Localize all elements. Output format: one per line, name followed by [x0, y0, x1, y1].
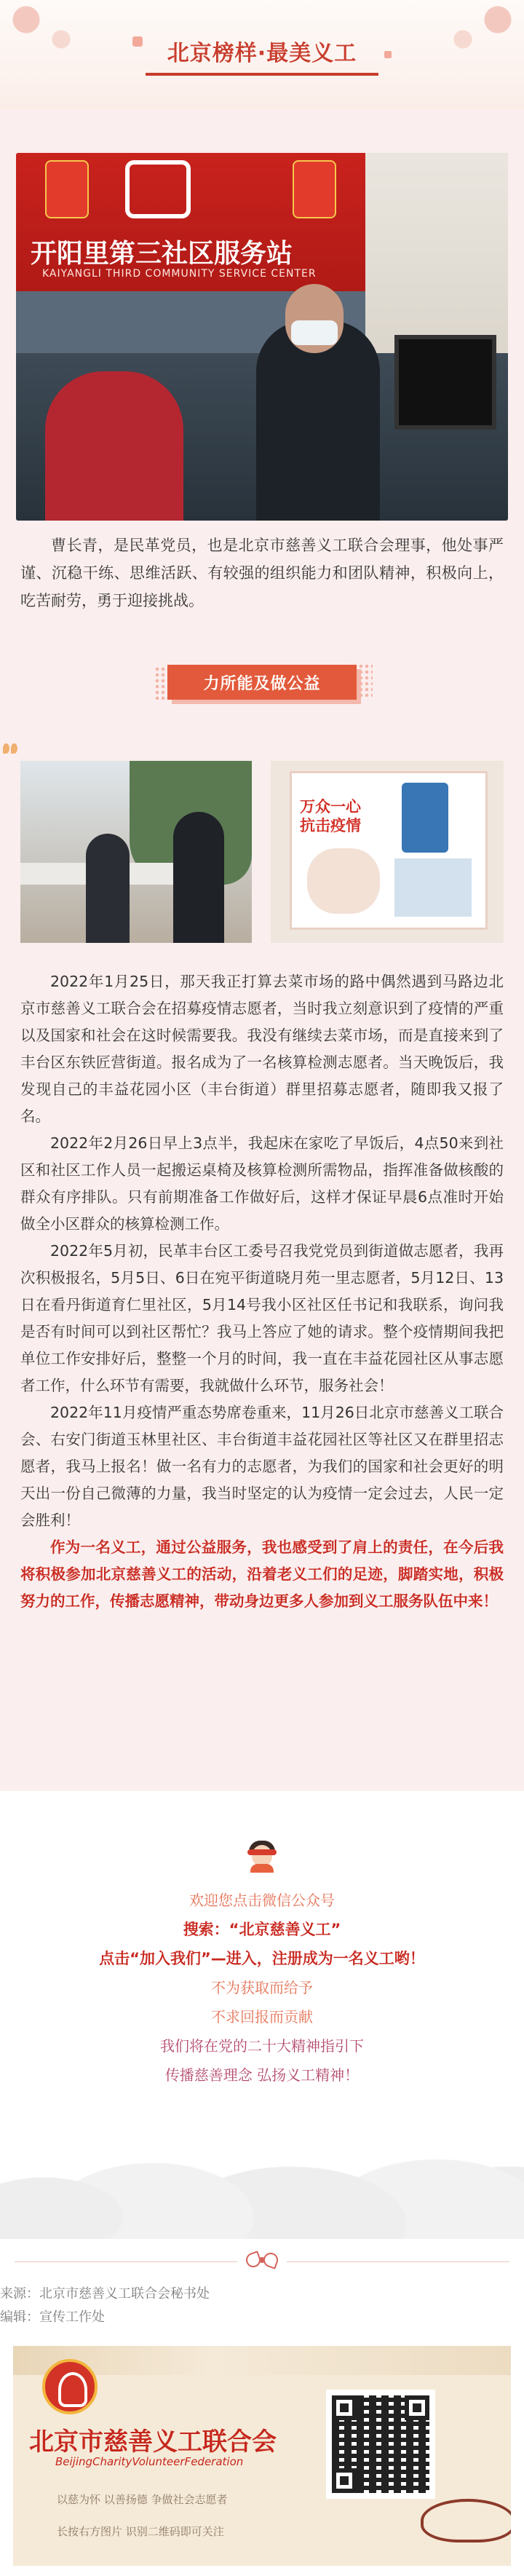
credits [0, 2283, 210, 2329]
station-logo-icon [125, 160, 191, 218]
photo-person [45, 371, 183, 521]
photo-mask [291, 320, 338, 345]
flower-decoration-icon [0, 0, 87, 66]
federation-motto: 以慈为怀 以善扬德 争做社会志愿者 [57, 2493, 228, 2506]
cloud-decoration [0, 2130, 524, 2239]
section-heading-bar [167, 665, 357, 700]
photo-monitor [394, 335, 496, 430]
photo-grid [394, 858, 472, 917]
intro-paragraph: 曹长青，是民革党员，也是北京市慈善义工联合会理事，他处事严谨、沉稳干练、思维活跃、有较强的组织能力和团队精神，积极向上，吃苦耐劳，勇于迎接挑战。 [20, 537, 504, 609]
hands-icon [307, 848, 380, 914]
federation-name-en: BeijingCharityVolunteerFederation [55, 2455, 244, 2468]
federation-name: 北京市慈善义工联合会 [29, 2427, 277, 2457]
divider-line [287, 2261, 509, 2262]
body-paragraph: 2022年1月25日，那天我正打算去菜市场的路中偶然遇到马路边北京市慈善义工联合会在招募疫情志愿者，当时我立刻意识到了疫情的严重以及国家和社会在这时候需要我。我没有继续去菜市场，而是直接来到了丰台区东铁匠营街道。报名成为了一名核算检测志愿者。当天晚饭后，我发现自己的丰益花园小区（丰台街道）群里招募志愿者，随即我又报了名。 [20, 973, 504, 1125]
volunteer-avatar-icon [245, 1835, 279, 1873]
article-body [20, 968, 504, 1615]
sign-subtext: KAIYANGLI THIRD COMMUNITY SERVICE CENTER [42, 268, 317, 280]
page-title-text: 北京榜样·最美义工 [167, 41, 357, 66]
body-paragraph: 2022年11月疫情严重态势席卷重来，11月26日北京市慈善义工联合会、右安门街道玉林里社区、丰台街道丰益花园社区等社区又在群里招志愿者，我马上报名！做一名有力的志愿者，为我们的国家和社会更好的明天出一份自己微薄的力量，我当时坚定的认为疫情一定会过去，人民一定会胜利！ [20, 1404, 504, 1529]
qr-tip: 长按右方图片 识别二维码即可关注 [57, 2525, 224, 2538]
poster-title [300, 797, 361, 835]
section-heading-text: 力所能及做公益 [203, 674, 321, 693]
poster-title-line: 万众一心 [300, 798, 361, 815]
poster-title-line: 抗击疫情 [300, 817, 361, 834]
join-prompt: 点击“加入我们”—进入，注册成为一名义工哟！ [99, 1950, 425, 1967]
slogan-line: 不求回报而贡献 [211, 2008, 313, 2026]
doctor-figure-icon [402, 783, 448, 853]
bow-icon [245, 2250, 279, 2275]
slogan-line: 传播慈善理念 弘扬义工精神！ [164, 2066, 360, 2084]
divider-line [15, 2261, 237, 2262]
editor-credit: 编辑：宣传工作处 [0, 2310, 105, 2325]
follow-prompt: 欢迎您点击微信公众号 [189, 1892, 335, 1909]
volunteer-photo[interactable] [20, 761, 252, 943]
footer-slogans [0, 1886, 524, 2090]
main-photo[interactable] [16, 153, 508, 521]
header [0, 0, 524, 109]
search-prompt: 搜索：“北京慈善义工” [183, 1921, 341, 1938]
flower-decoration-icon [437, 0, 524, 66]
qr-code-icon[interactable] [326, 2390, 435, 2499]
body-paragraph: 2022年5月初，民革丰台区工委号召我党党员到街道做志愿者，我再次积极报名，5月5日、6日在宛平街道晓月苑一里志愿者，5月12日、13日在看丹街道育仁里社区，5月14号我小区社区任书记和我联系，询问我是否有时间可以到社区帮忙？我马上答应了她的请求。整个疫情期间我把单位工作安排好后，整整一个月的时间，我一直在丰益花园社区从事志愿者工作，什么环节有需要，我就做什么环节，服务社会！ [20, 1242, 504, 1394]
photo-person [173, 812, 224, 943]
page-title [146, 29, 378, 76]
wave-divider [0, 1791, 524, 1820]
federation-logo-icon [42, 2359, 98, 2414]
slogan-line: 我们将在党的二十大精神指引下 [160, 2037, 364, 2055]
quote-mark-icon [3, 743, 19, 754]
sign-text: 开阳里第三社区服务站 [31, 239, 293, 269]
body-highlight: 作为一名义工，通过公益服务，我也感受到了肩上的责任，在今后我将积极参加北京慈善义工的活动，沿着老义工们的足迹，脚踏实地，积极努力的工作，传播志愿精神，带动身边更多人参加到义工服务队伍中来！ [20, 1538, 504, 1610]
source-credit: 来源：北京市慈善义工联合会秘书处 [0, 2286, 210, 2302]
glasses-icon [421, 2499, 511, 2543]
photo-person [86, 834, 130, 943]
body-paragraph: 2022年2月26日早上3点半，我起床在家吃了早饭后，4点50来到社区和社区工作人员一起搬运桌椅及核算检测所需物品，指挥准备做核酸的群众有序排队。只有前期准备工作做好后，这样才保证早晨6点准时开始做全小区群众的核算检测工作。 [20, 1134, 504, 1233]
lantern-icon [45, 160, 89, 218]
follow-banner [13, 2346, 511, 2566]
slogan-line: 不为获取而给予 [211, 1979, 313, 1996]
section-heading [162, 659, 362, 703]
lantern-icon [293, 160, 336, 218]
poster-photo[interactable] [271, 761, 504, 943]
